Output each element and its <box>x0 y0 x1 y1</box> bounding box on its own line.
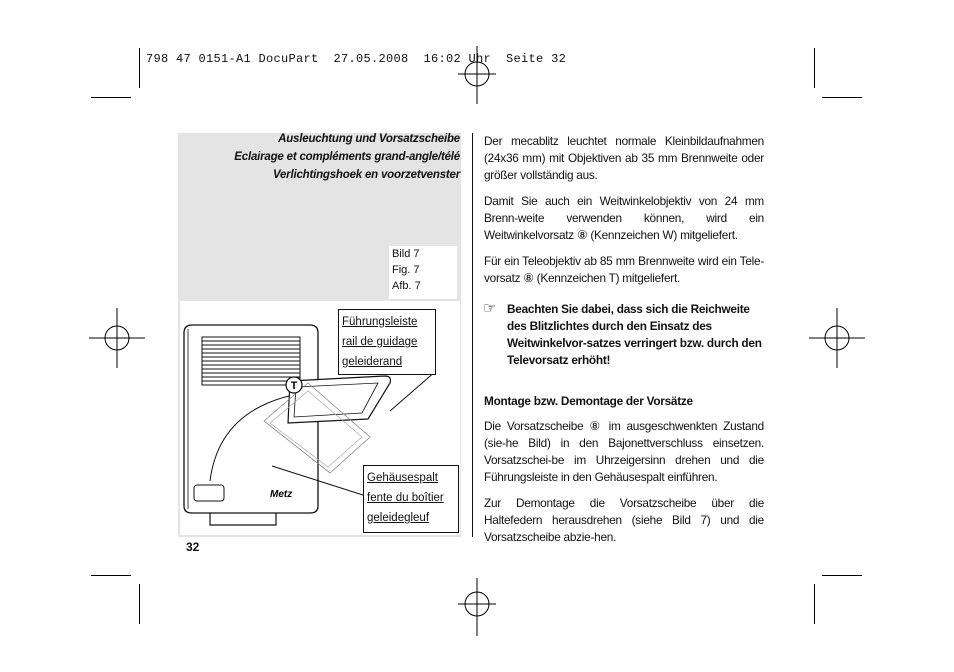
figure-label-nl: Afb. 7 <box>392 280 421 292</box>
registration-mark-left <box>87 308 147 368</box>
crop-mark <box>822 97 862 98</box>
crop-mark <box>822 575 862 576</box>
paragraph-wide-angle: Damit Sie auch ein Weitwinkelobjektiv von 24 mm Brenn-weite verwenden können, wird ein Weitwinkelvorsatz ⑧ (Kennzeichen W) mitgeliefert. <box>484 194 764 242</box>
note-text: Beachten Sie dabei, dass sich die Reichweite des Blitzlichtes durch den Einsatz des Weitwinkelvor-satzes verringert bzw. durch den Televorsatz erhöht! <box>507 302 762 367</box>
body-text-column <box>484 133 764 555</box>
callout-guide-rail-fr: rail de guidage <box>342 336 418 348</box>
callout-guide-rail <box>338 309 436 375</box>
print-header: 798 47 0151-A1 DocuPart 27.05.2008 16:02 Uhr Seite 32 <box>146 52 567 66</box>
figure-label-box <box>389 246 457 299</box>
column-divider <box>472 133 473 537</box>
crop-mark <box>814 584 815 624</box>
figure-marker-t: T <box>290 380 298 392</box>
crop-mark <box>91 97 131 98</box>
callout-housing-slot-de: Gehäusespalt <box>367 472 438 484</box>
note-block <box>484 301 764 369</box>
callout-housing-slot-fr: fente du boîtier <box>367 492 444 504</box>
page-number: 32 <box>186 540 200 554</box>
heading-nl: Verlichtingshoek en voorzetvenster <box>272 169 460 181</box>
figure-label-fr: Fig. 7 <box>392 264 420 276</box>
crop-mark <box>91 575 131 576</box>
callout-guide-rail-de: Führungsleiste <box>342 316 418 328</box>
pointing-hand-icon: ☞ <box>483 300 497 317</box>
registration-mark-bottom <box>452 578 502 638</box>
heading-fr: Eclairage et compléments grand-angle/télé <box>234 151 460 163</box>
paragraph-removal: Zur Demontage die Vorsatzscheibe über die Haltefedern herausdrehen (siehe Bild 7) und die Vorsatzscheibe abzie-hen. <box>484 496 764 544</box>
registration-mark-right <box>807 308 867 368</box>
paragraph-mounting: Die Vorsatzscheibe ⑧ im ausgeschwenkten Zustand (sie-he Bild) in den Bajonettverschluss einsetzen. Vorsatzschei-be im Uhrzeigersinn drehen und die Führungsleiste in den Gehäusespalt einführen. <box>484 419 764 484</box>
callout-guide-rail-nl: geleiderand <box>342 356 403 368</box>
paragraph-tele: Für ein Teleobjektiv ab 85 mm Brennweite wird ein Tele-vorsatz ⑧ (Kennzeichen T) mitgeliefert. <box>484 254 764 285</box>
callout-housing-slot-nl: geleidegleuf <box>367 512 430 524</box>
paragraph-coverage: Der mecablitz leuchtet normale Kleinbildaufnahmen (24x36 mm) mit Objektiven ab 35 mm Brennweite oder größer vollständig aus. <box>484 134 764 182</box>
figure-label-de: Bild 7 <box>392 248 420 260</box>
callout-housing-slot <box>363 465 459 533</box>
subheading-mounting: Montage bzw. Demontage der Vorsätze <box>484 394 693 408</box>
metz-logo: Metz <box>270 489 293 500</box>
heading-de: Ausleuchtung und Vorsatzscheibe <box>278 133 460 145</box>
crop-mark <box>814 48 815 88</box>
crop-mark <box>139 584 140 624</box>
crop-mark <box>139 48 140 88</box>
